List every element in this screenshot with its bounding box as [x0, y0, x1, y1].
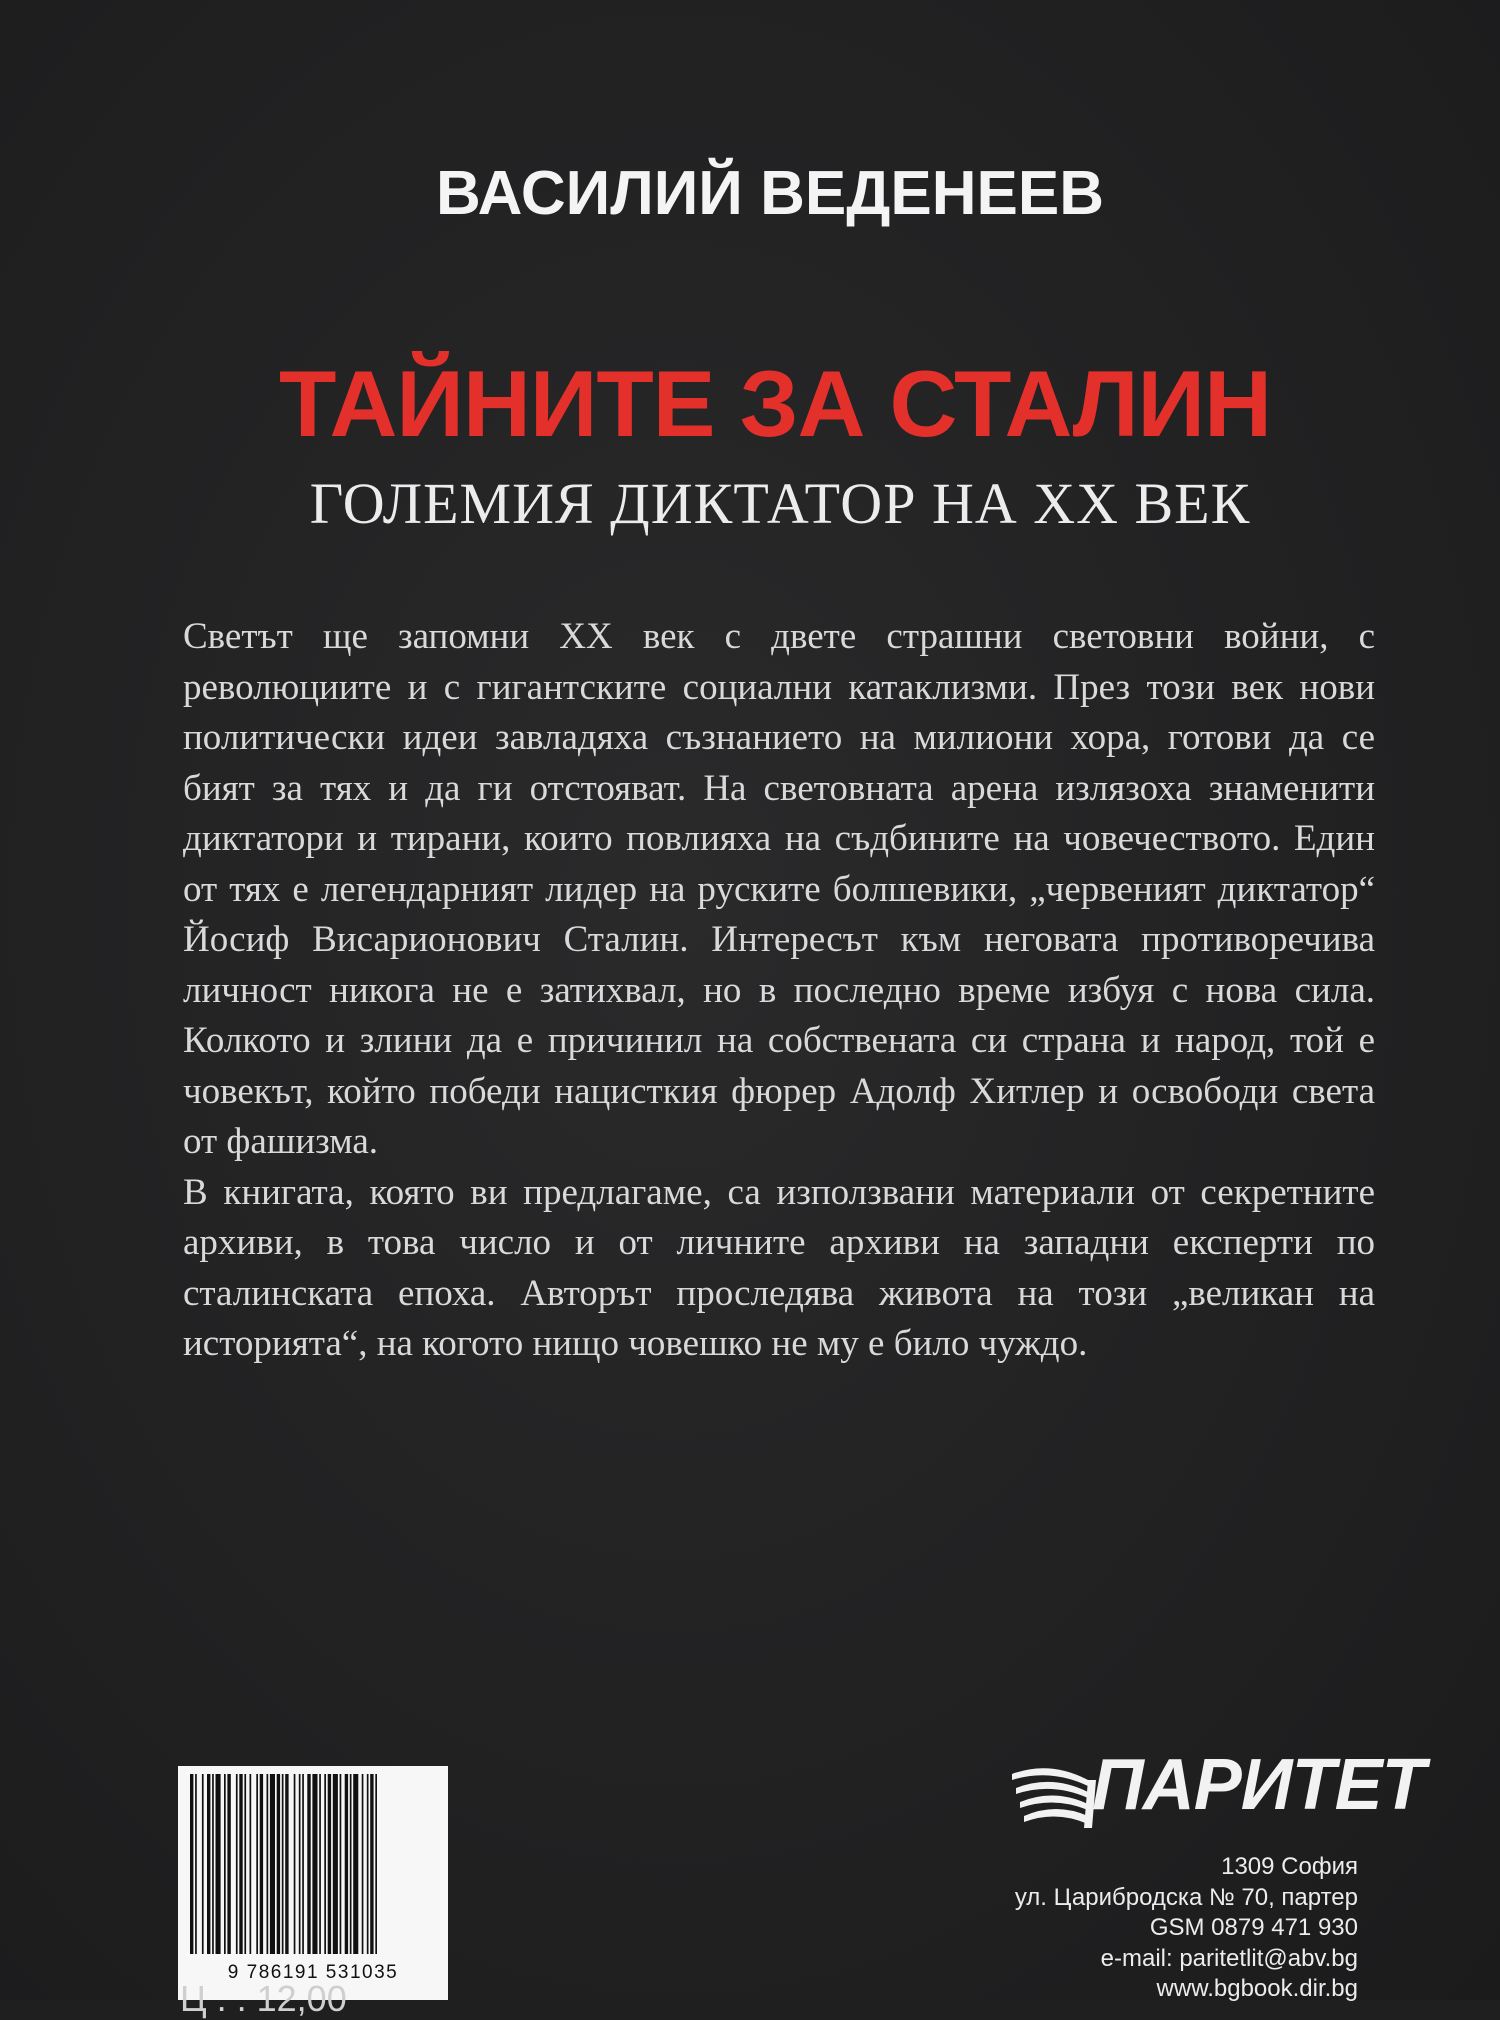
phone-line: GSM 0879 471 930 [1149, 1914, 1358, 1941]
book-title: ТАЙНИТЕ ЗА СТАЛИН [279, 351, 1271, 456]
email-line: e-mail: paritetlit@abv.bg [1100, 1944, 1358, 1972]
address-line: ул. Царибродска № 70, партер [1014, 1883, 1358, 1911]
blurb [183, 612, 1375, 1370]
publisher-name: ПАРИТЕТ [1092, 1745, 1425, 1825]
blurb-paragraph-2: В книгата, която ви предлагаме, са използвани материали от секретните архиви, в това число и от личните архиви на западни експерти по сталинската епоха. Авторът проследява живота на този „великан на историята“, на когото нищо човешко не му е било чуждо. [183, 1171, 1375, 1364]
blurb-paragraph-1: Светът ще запомни XX век с двете страшни световни войни, с революциите и с гигантските социални катаклизми. През този век нови политически идеи завладяха съзнанието на милиони хора, готови да се бият за тях и да ги отстояват. На световната арена излязоха знаменити диктатори и тирани, които повлияха на съдбините на човечеството. Един от тях е легендарният лидер на руските болшевики, „червеният диктатор“ Йосиф Висарионович Сталин. Интересът към неговата противоречива личност никога не е затихвал, но в последно време избуя с нова сила. Колкото и злини да е причинил на собствената си страна и народ, той е човекът, който победи нацисткия фюрер Адолф Хитлер и освободи света от фашизма. [183, 616, 1375, 1162]
isbn-number: 9 786191 531035 [227, 1962, 399, 1983]
barcode-bars [186, 1774, 440, 1962]
author-name: ВАСИЛИЙ ВЕДЕНЕЕВ [435, 159, 1104, 228]
book-subtitle: ГОЛЕМИЯ ДИКТАТОР НА XX ВЕК [309, 471, 1251, 536]
isbn-barcode [178, 1766, 448, 2000]
price-label: Ц . . 12,00 [180, 1978, 347, 2019]
address-line: 1309 София [1221, 1853, 1358, 1880]
website-line: www.bgbook.dir.bg [1156, 1975, 1358, 2002]
publisher-address [1015, 1852, 1358, 2005]
